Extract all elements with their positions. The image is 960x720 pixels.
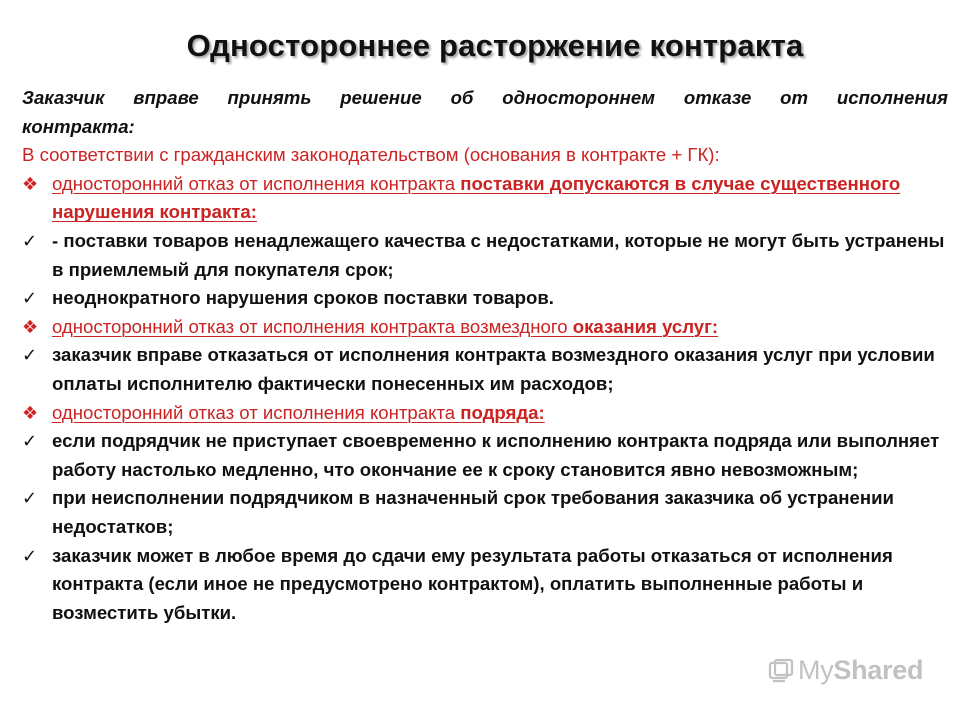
item-text-plain: односторонний отказ от исполнения контракта bbox=[52, 401, 461, 423]
diamond-bullet-icon: ❖ bbox=[22, 402, 39, 423]
list-item-services-payment bbox=[22, 341, 948, 398]
checkmark-icon: ✓ bbox=[22, 230, 38, 251]
item-text-bold: подряда: bbox=[460, 401, 545, 423]
item-text-plain: односторонний отказ от исполнения контракта bbox=[52, 172, 461, 194]
list-item-any-time-refusal bbox=[22, 542, 948, 628]
list-item-repeated-delay bbox=[22, 284, 948, 313]
watermark-text bbox=[798, 655, 923, 686]
intro-line-2: контракта: bbox=[22, 115, 135, 137]
item-text: - поставки товаров ненадлежащего качества с недостатками, которые не могут быть устранены в приемлемый для покупателя срок; bbox=[52, 229, 945, 280]
myshared-logo-icon bbox=[768, 658, 794, 684]
item-text bbox=[52, 316, 718, 337]
item-text bbox=[52, 402, 545, 423]
basis-note: В соответствии с гражданским законодательством (основания в контракте + ГК): bbox=[22, 144, 720, 166]
watermark-prefix: My bbox=[798, 655, 834, 685]
checkmark-icon: ✓ bbox=[22, 345, 38, 366]
checkmark-icon: ✓ bbox=[22, 431, 38, 452]
checkmark-icon: ✓ bbox=[22, 288, 38, 309]
item-text-bold: оказания услуг: bbox=[572, 315, 719, 337]
intro-paragraph bbox=[22, 84, 948, 141]
item-text: неоднократного нарушения сроков поставки товаров. bbox=[52, 287, 554, 309]
item-text-bold: поставки допускаются в случае существенного нарушения контракта: bbox=[52, 172, 901, 223]
page-title: Одностороннее расторжение контракта bbox=[186, 28, 804, 63]
diamond-bullet-icon: ❖ bbox=[22, 316, 39, 337]
item-text: при неисполнении подрядчиком в назначенный срок требования заказчика об устранении недостатков; bbox=[52, 487, 894, 537]
item-text: заказчик может в любое время до сдачи ему результата работы отказаться от исполнения контракта (если иное не предусмотрено контрактом), оплатить выполненные работы и возместить убытки. bbox=[52, 544, 893, 623]
list-item-poor-quality bbox=[22, 227, 948, 284]
list-item-services-refusal bbox=[22, 313, 948, 342]
item-text: если подрядчик не приступает своевременно к исполнению контракта подряда или выполняет работу настолько медленно, что окончание ее к сроку становится явно невозможным; bbox=[52, 430, 940, 480]
myshared-watermark bbox=[768, 655, 923, 686]
document-body bbox=[22, 84, 948, 627]
diamond-bullet-icon: ❖ bbox=[22, 173, 39, 194]
item-text: заказчик вправе отказаться от исполнения контракта возмездного оказания услуг при условии оплаты исполнителю фактически понесенных им расходов; bbox=[52, 344, 935, 394]
list-item-contract-work-refusal bbox=[22, 399, 948, 428]
checkmark-icon: ✓ bbox=[22, 488, 38, 509]
list-item-defects-not-fixed bbox=[22, 484, 948, 541]
item-text-plain: односторонний отказ от исполнения контракта возмездного bbox=[52, 315, 573, 337]
list-item-supply-refusal bbox=[22, 170, 948, 227]
checkmark-icon: ✓ bbox=[22, 545, 38, 566]
item-text bbox=[52, 173, 900, 223]
list-item-slow-contractor bbox=[22, 427, 948, 484]
watermark-suffix: Shared bbox=[833, 655, 924, 685]
intro-line-1: Заказчик вправе принять решение об одностороннем отказе от исполнения bbox=[22, 87, 948, 108]
